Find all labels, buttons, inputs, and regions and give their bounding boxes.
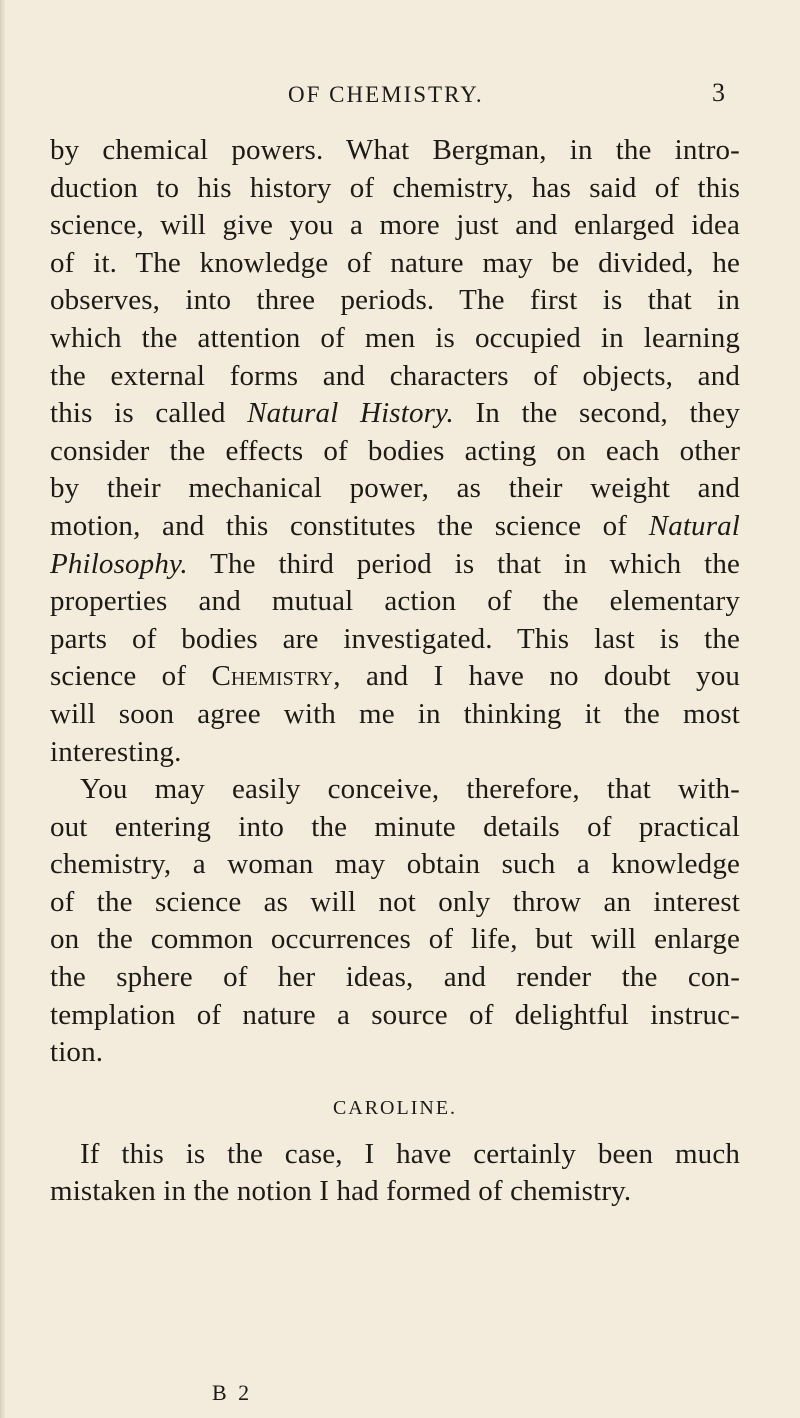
text-line: templation of nature a source of delightful instruc-: [50, 998, 740, 1031]
text-line: observes, into three periods. The first is that in: [50, 284, 740, 317]
text-line-philosophy: Philosophy. The third period is that in which the: [50, 547, 740, 580]
text-line: consider the effects of bodies acting on each other: [50, 434, 740, 467]
emphasized-term: Philosophy.: [50, 547, 188, 580]
text-line-chemistry: science of Chemistry, and I have no doubt you: [50, 660, 740, 693]
text-line: out entering into the minute details of practical: [50, 810, 740, 843]
emphasized-term: Chemistry,: [211, 660, 341, 693]
text-line: of it. The knowledge of nature may be divided, he: [50, 246, 740, 279]
text-line: will soon agree with me in thinking it the most: [50, 697, 740, 730]
text-line: tion.: [50, 1036, 104, 1069]
text-line: the external forms and characters of objects, and: [50, 359, 740, 392]
text-line: If this is the case, I have certainly been much: [80, 1137, 740, 1170]
text-line: You may easily conceive, therefore, that with-: [80, 773, 740, 806]
text-line-natural: motion, and this constitutes the science of Natural: [50, 509, 740, 542]
signature-mark: B 2: [212, 1380, 253, 1405]
running-head: [0, 78, 800, 122]
text-line: chemistry, a woman may obtain such a knowledge: [50, 848, 740, 881]
body-text: [50, 132, 740, 1211]
text-line: duction to his history of chemistry, has said of this: [50, 171, 740, 204]
page-edge-shadow: [0, 0, 6, 1418]
emphasized-term: Natural History.: [247, 397, 454, 430]
text-line: mistaken in the notion I had formed of chemistry.: [50, 1175, 632, 1208]
text-line: which the attention of men is occupied in learning: [50, 321, 740, 354]
text-line: by their mechanical power, as their weight and: [50, 472, 740, 505]
text-line: of the science as will not only throw an interest: [50, 885, 740, 918]
emphasized-term: Natural: [648, 509, 740, 542]
running-title: OF CHEMISTRY.: [288, 82, 484, 107]
text-line: properties and mutual action of the elementary: [50, 585, 740, 618]
text-line: by chemical powers. What Bergman, in the intro-: [50, 134, 740, 166]
text-line: the sphere of her ideas, and render the con-: [50, 961, 740, 994]
page-number: 3: [712, 78, 725, 107]
text-line: on the common occurrences of life, but will enlarge: [50, 923, 740, 956]
text-line: interesting.: [50, 735, 182, 768]
text-line: science, will give you a more just and enlarged idea: [50, 209, 740, 242]
speaker-name: CAROLINE.: [332, 1096, 458, 1119]
text-line: parts of bodies are investigated. This last is the: [50, 622, 740, 655]
text-line-natural-history: this is called Natural History. In the second, they: [50, 397, 741, 430]
